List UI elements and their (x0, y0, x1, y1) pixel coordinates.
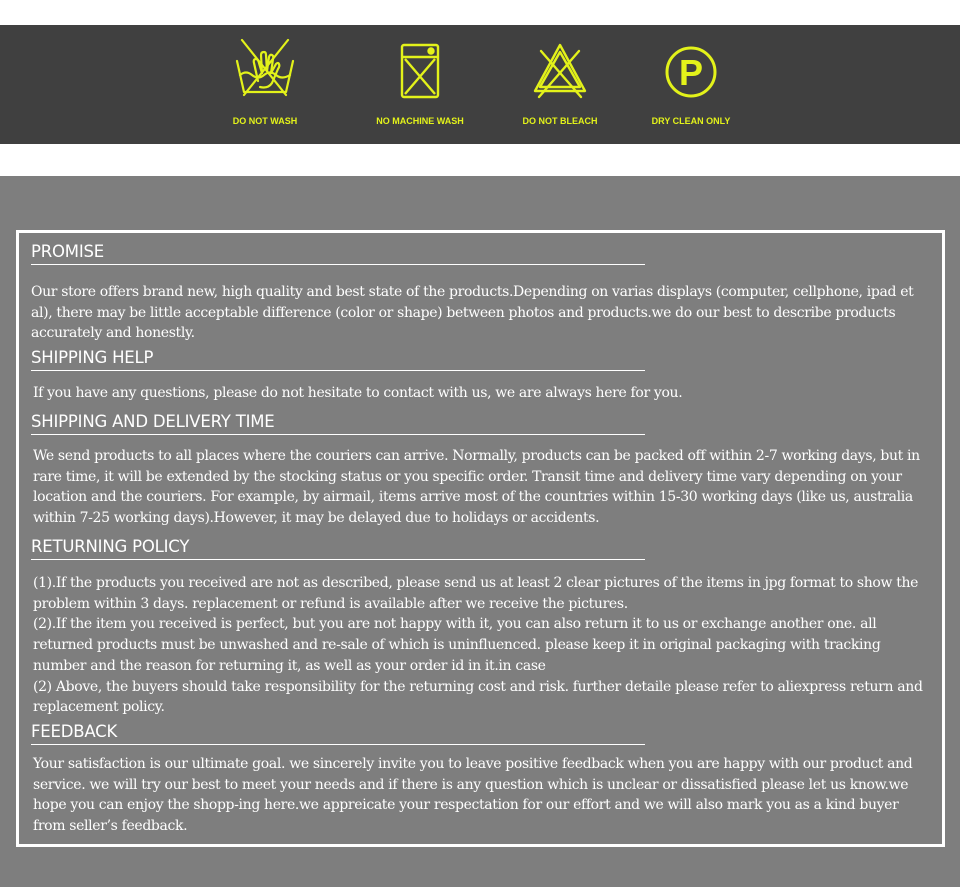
top-spacer (0, 0, 960, 25)
promise-text: Our store offers brand new, high quality and best state of the products.Depending on varias displays (computer, cellphone, ipad et al), there may be little acceptable difference (color or shape) between photos and products.we do our best to describe products accurately and honestly. (31, 284, 914, 342)
section-body-shipping-delivery (33, 446, 933, 529)
section-title-feedback: FEEDBACK (31, 722, 645, 745)
section-title-shipping-delivery: SHIPPING AND DELIVERY TIME (31, 412, 645, 435)
section-title-returning: RETURNING POLICY (31, 537, 645, 560)
care-instructions-band (0, 25, 960, 144)
section-title-shipping-help: SHIPPING HELP (31, 348, 645, 371)
do-not-wash-icon (234, 37, 296, 99)
shipping-help-text: If you have any questions, please do not hesitate to contact with us, we are always here for you. (33, 385, 683, 401)
section-body-feedback (33, 754, 933, 837)
gap-spacer (0, 144, 960, 176)
store-info-panel (0, 176, 960, 887)
care-label: DRY CLEAN ONLY (651, 116, 731, 126)
no-machine-wash-icon (389, 37, 451, 99)
do-not-bleach-icon (529, 37, 591, 99)
section-body-promise (31, 282, 931, 344)
feedback-text: Your satisfaction is our ultimate goal. we sincerely invite you to leave positive feedback when you are happy with our product and service. we will try our best to meet your needs and if there is any question which is unclear or dissatisfied please let us know.we hope you can enjoy the shopp-ing here.we appreicate your respectation for our effort and we will also mark you as a kind buyer from seller’s feedback. (33, 756, 913, 835)
shipping-delivery-text: We send products to all places where the couriers can arrive. Normally, products can be packed off within 2-7 working days, but in rare time, it will be extended by the stocking status or you specific order. Transit time and delivery time vary depending on your location and the couriers. For example, by airmail, items arrive most of the countries within 15-30 working days (like us, australia within 7-25 working days).However, it may be delayed due to holidays or accidents. (33, 448, 920, 527)
svg-text:P: P (678, 52, 704, 93)
returning-paragraph-1: (1).If the products you received are not as described, please send us at least 2 clear pictures of the items in jpg format to show the problem within 3 days. replacement or refund is available after we receive the pictures. (33, 575, 919, 612)
care-label: DO NOT WASH (232, 116, 298, 126)
dry-clean-only-icon (660, 37, 722, 99)
store-info-frame (16, 230, 945, 847)
section-title-promise: PROMISE (31, 242, 645, 265)
care-label: NO MACHINE WASH (376, 116, 464, 126)
returning-paragraph-2: (2).If the item you received is perfect, but you are not happy with it, you can also return it to us or exchange another one. all returned products must be unwashed and re-sale of which is uninfluenced. please keep it in original packaging with tracking number and the reason for returning it, as well as your order id in it.in case (33, 616, 881, 674)
care-label: DO NOT BLEACH (522, 116, 598, 126)
section-body-shipping-help (33, 383, 933, 404)
returning-paragraph-3: (2) Above, the buyers should take responsibility for the returning cost and risk. further detaile please refer to aliexpress return and replacement policy. (33, 678, 923, 716)
section-body-returning (33, 573, 933, 718)
